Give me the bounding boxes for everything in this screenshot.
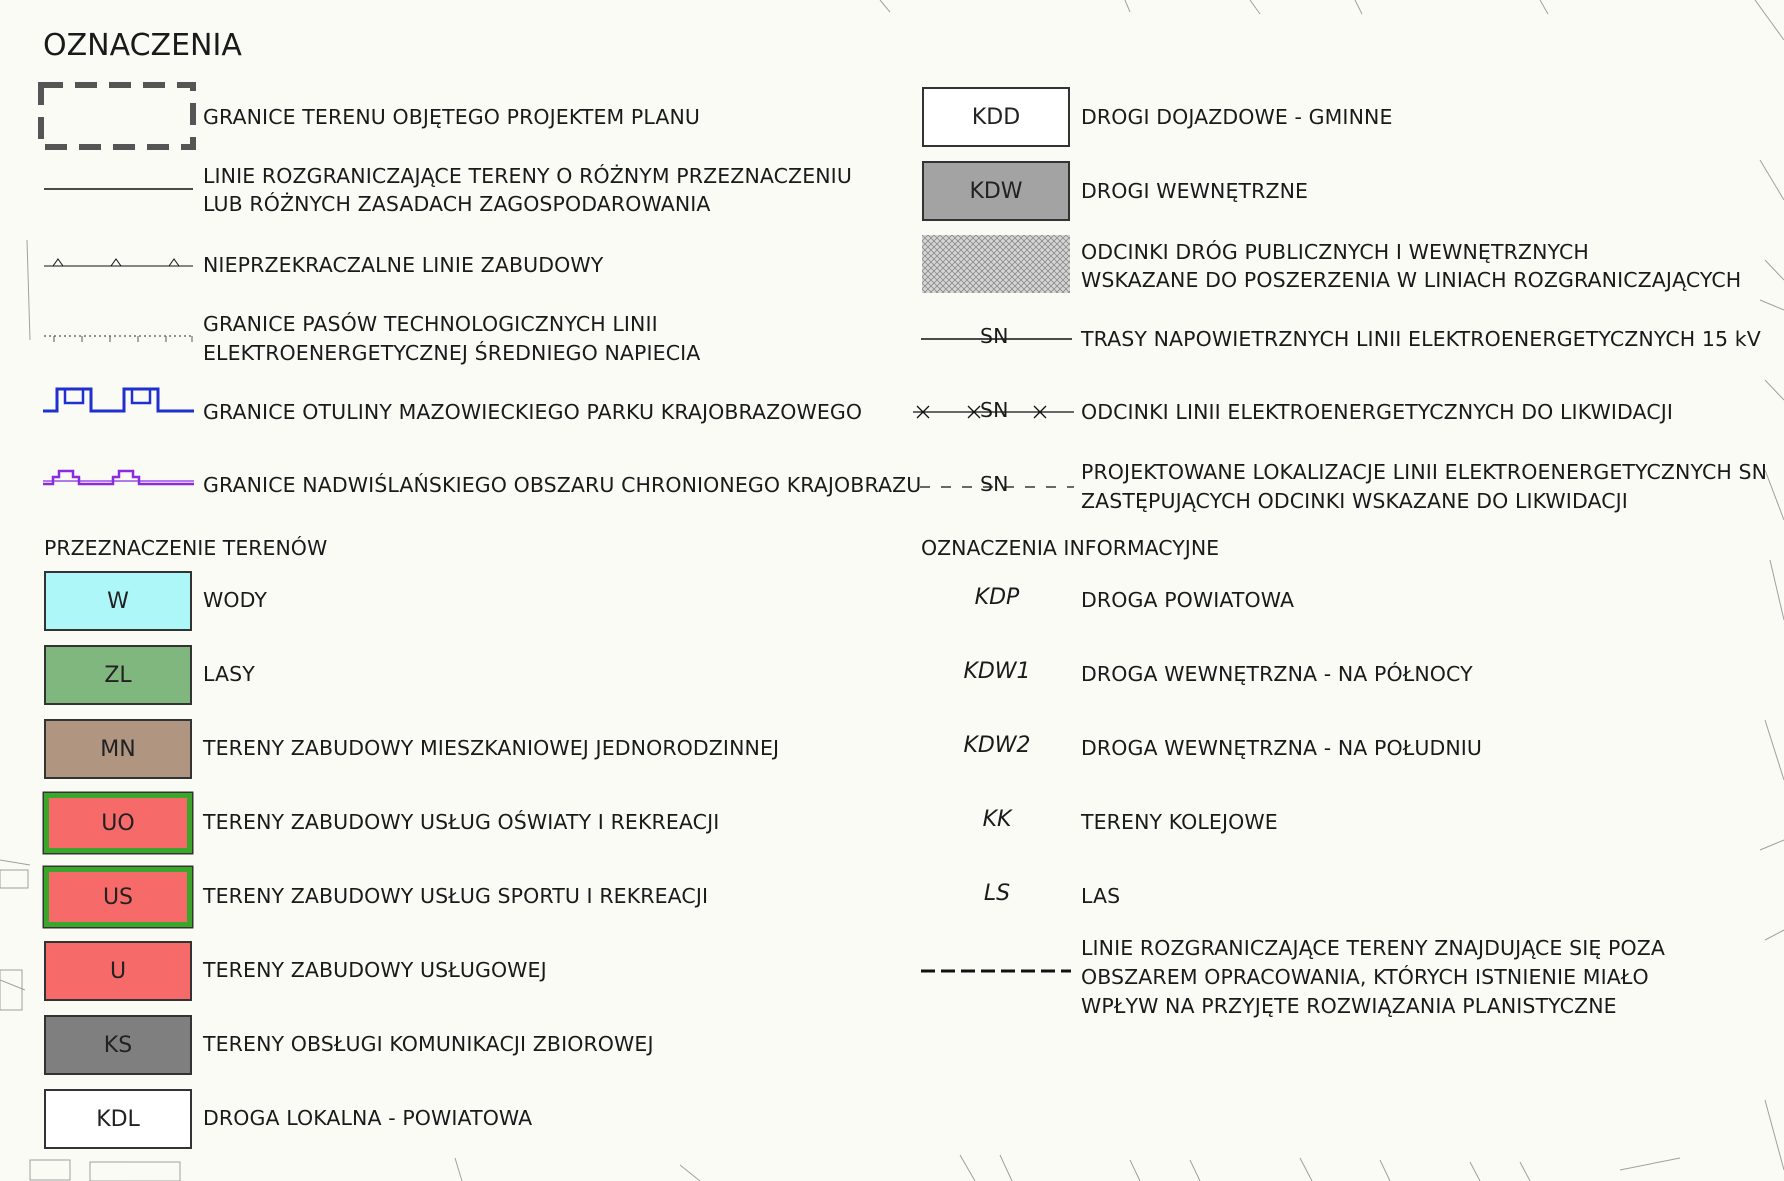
kdw-swatch [922, 161, 1070, 221]
info-label-kk: TERENY KOLEJOWE [1081, 810, 1278, 834]
sn-line-label: TRASY NAPOWIETRZNYCH LINII ELEKTROENERGETYCZNYCH 15 kV [1081, 327, 1761, 351]
tech-belt-label-2: ELEKTROENERGETYCZNEJ ŚREDNIEGO NAPIECIA [203, 341, 701, 365]
kdd-code: KDD [971, 104, 1021, 130]
legend-title: OZNACZENIA [43, 28, 242, 63]
land-use-code: U [109, 958, 127, 984]
info-code-kdw2: KDW2 [963, 733, 1031, 758]
building-line-label: NIEPRZEKRACZALNE LINIE ZABUDOWY [203, 253, 604, 277]
widening-label-1: ODCINKI DRÓG PUBLICZNYCH I WEWNĘTRZNYCH [1081, 240, 1589, 264]
land-use-label-w: WODY [203, 588, 267, 612]
protected-area-label: GRANICE NADWIŚLAŃSKIEGO OBSZARU CHRONIONEGO KRAJOBRAZU [203, 473, 922, 497]
boundary-label: GRANICE TERENU OBJĘTEGO PROJEKTEM PLANU [203, 105, 701, 129]
building-line-symbol [44, 255, 194, 271]
outside-lines-symbol [921, 969, 1073, 973]
demarcation-label-1: LINIE ROZGRANICZAJĄCE TERENY O RÓŻNYM PRZEZNACZENIU [203, 164, 852, 188]
land-use-code: KS [103, 1032, 133, 1058]
land-use-code: UO [101, 810, 135, 836]
land-use-label-uo: TERENY ZABUDOWY USŁUG OŚWIATY I REKREACJI [203, 810, 720, 834]
land-use-code: W [107, 588, 129, 614]
info-label-kdw1: DROGA WEWNĘTRZNA - NA PÓŁNOCY [1081, 662, 1473, 686]
land-use-code: KDL [96, 1106, 140, 1132]
kdd-label: DROGI DOJAZDOWE - GMINNE [1081, 105, 1393, 129]
land-use-label-us: TERENY ZABUDOWY USŁUG SPORTU I REKREACJI [203, 884, 709, 908]
outside-lines-label-1: LINIE ROZGRANICZAJĄCE TERENY ZNAJDUJĄCE SIĘ POZA [1081, 936, 1665, 960]
kdd-swatch [922, 87, 1070, 147]
park-buffer-symbol [43, 385, 195, 415]
info-code-kdw1: KDW1 [963, 659, 1031, 684]
land-use-label-u: TERENY ZABUDOWY USŁUGOWEJ [203, 958, 547, 982]
info-label-kdp: DROGA POWIATOWA [1081, 588, 1295, 612]
land-use-label-ks: TERENY OBSŁUGI KOMUNIKACJI ZBIOROWEJ [203, 1032, 654, 1056]
sn-planned-label-1: PROJEKTOWANE LOKALIZACJE LINII ELEKTROENERGETYCZNYCH SN [1081, 460, 1768, 484]
info-label-kdw2: DROGA WEWNĘTRZNA - NA POŁUDNIU [1081, 736, 1483, 760]
sn-remove-code: SN [980, 398, 1009, 422]
land-use-label-mn: TERENY ZABUDOWY MIESZKANIOWEJ JEDNORODZINNEJ [203, 736, 780, 760]
sn-planned-code: SN [980, 472, 1009, 496]
info-heading: OZNACZENIA INFORMACYJNE [921, 536, 1220, 560]
land-use-swatch-zl [44, 645, 192, 705]
sn-line-code: SN [980, 324, 1009, 348]
land-use-swatch-ks [44, 1015, 192, 1075]
land-use-swatch-kdl [44, 1089, 192, 1149]
info-code-kk: KK [982, 807, 1012, 832]
land-use-label-kdl: DROGA LOKALNA - POWIATOWA [203, 1106, 533, 1130]
land-use-swatch-u [44, 941, 192, 1001]
outside-lines-label-2: OBSZAREM OPRACOWANIA, KTÓRYCH ISTNIENIE MIAŁO [1081, 965, 1649, 989]
outside-lines-label-3: WPŁYW NA PRZYJĘTE ROZWIĄZANIA PLANISTYCZNE [1081, 994, 1617, 1018]
kdw-code: KDW [969, 178, 1023, 204]
demarcation-line-symbol [44, 187, 194, 193]
demarcation-label-2: LUB RÓŻNYCH ZASADACH ZAGOSPODAROWANIA [203, 192, 711, 216]
tech-belt-symbol [44, 334, 194, 344]
widening-label-2: WSKAZANE DO POSZERZENIA W LINIACH ROZGRANICZAJĄCYCH [1081, 268, 1742, 292]
kdw-label: DROGI WEWNĘTRZNE [1081, 179, 1309, 203]
boundary-symbol [38, 82, 198, 152]
sn-planned-label-2: ZASTĘPUJĄCYCH ODCINKI WSKAZANE DO LIKWIDACJI [1081, 489, 1628, 513]
land-use-code: US [102, 884, 134, 910]
park-buffer-label: GRANICE OTULINY MAZOWIECKIEGO PARKU KRAJOBRAZOWEGO [203, 400, 863, 424]
land-use-swatch-w [44, 571, 192, 631]
protected-area-symbol [43, 467, 195, 487]
land-use-label-zl: LASY [203, 662, 255, 686]
land-use-heading: PRZEZNACZENIE TERENÓW [44, 536, 328, 560]
land-use-swatch-uo [44, 793, 192, 853]
sn-remove-label: ODCINKI LINII ELEKTROENERGETYCZNYCH DO LIKWIDACJI [1081, 400, 1674, 424]
land-use-code: MN [100, 736, 136, 762]
tech-belt-label-1: GRANICE PASÓW TECHNOLOGICZNYCH LINII [203, 312, 658, 336]
info-label-ls: LAS [1081, 884, 1121, 908]
land-use-swatch-us [44, 867, 192, 927]
widening-symbol [922, 235, 1072, 295]
info-code-ls: LS [983, 881, 1011, 906]
land-use-code: ZL [104, 662, 132, 688]
info-code-kdp: KDP [974, 585, 1020, 610]
land-use-swatch-mn [44, 719, 192, 779]
